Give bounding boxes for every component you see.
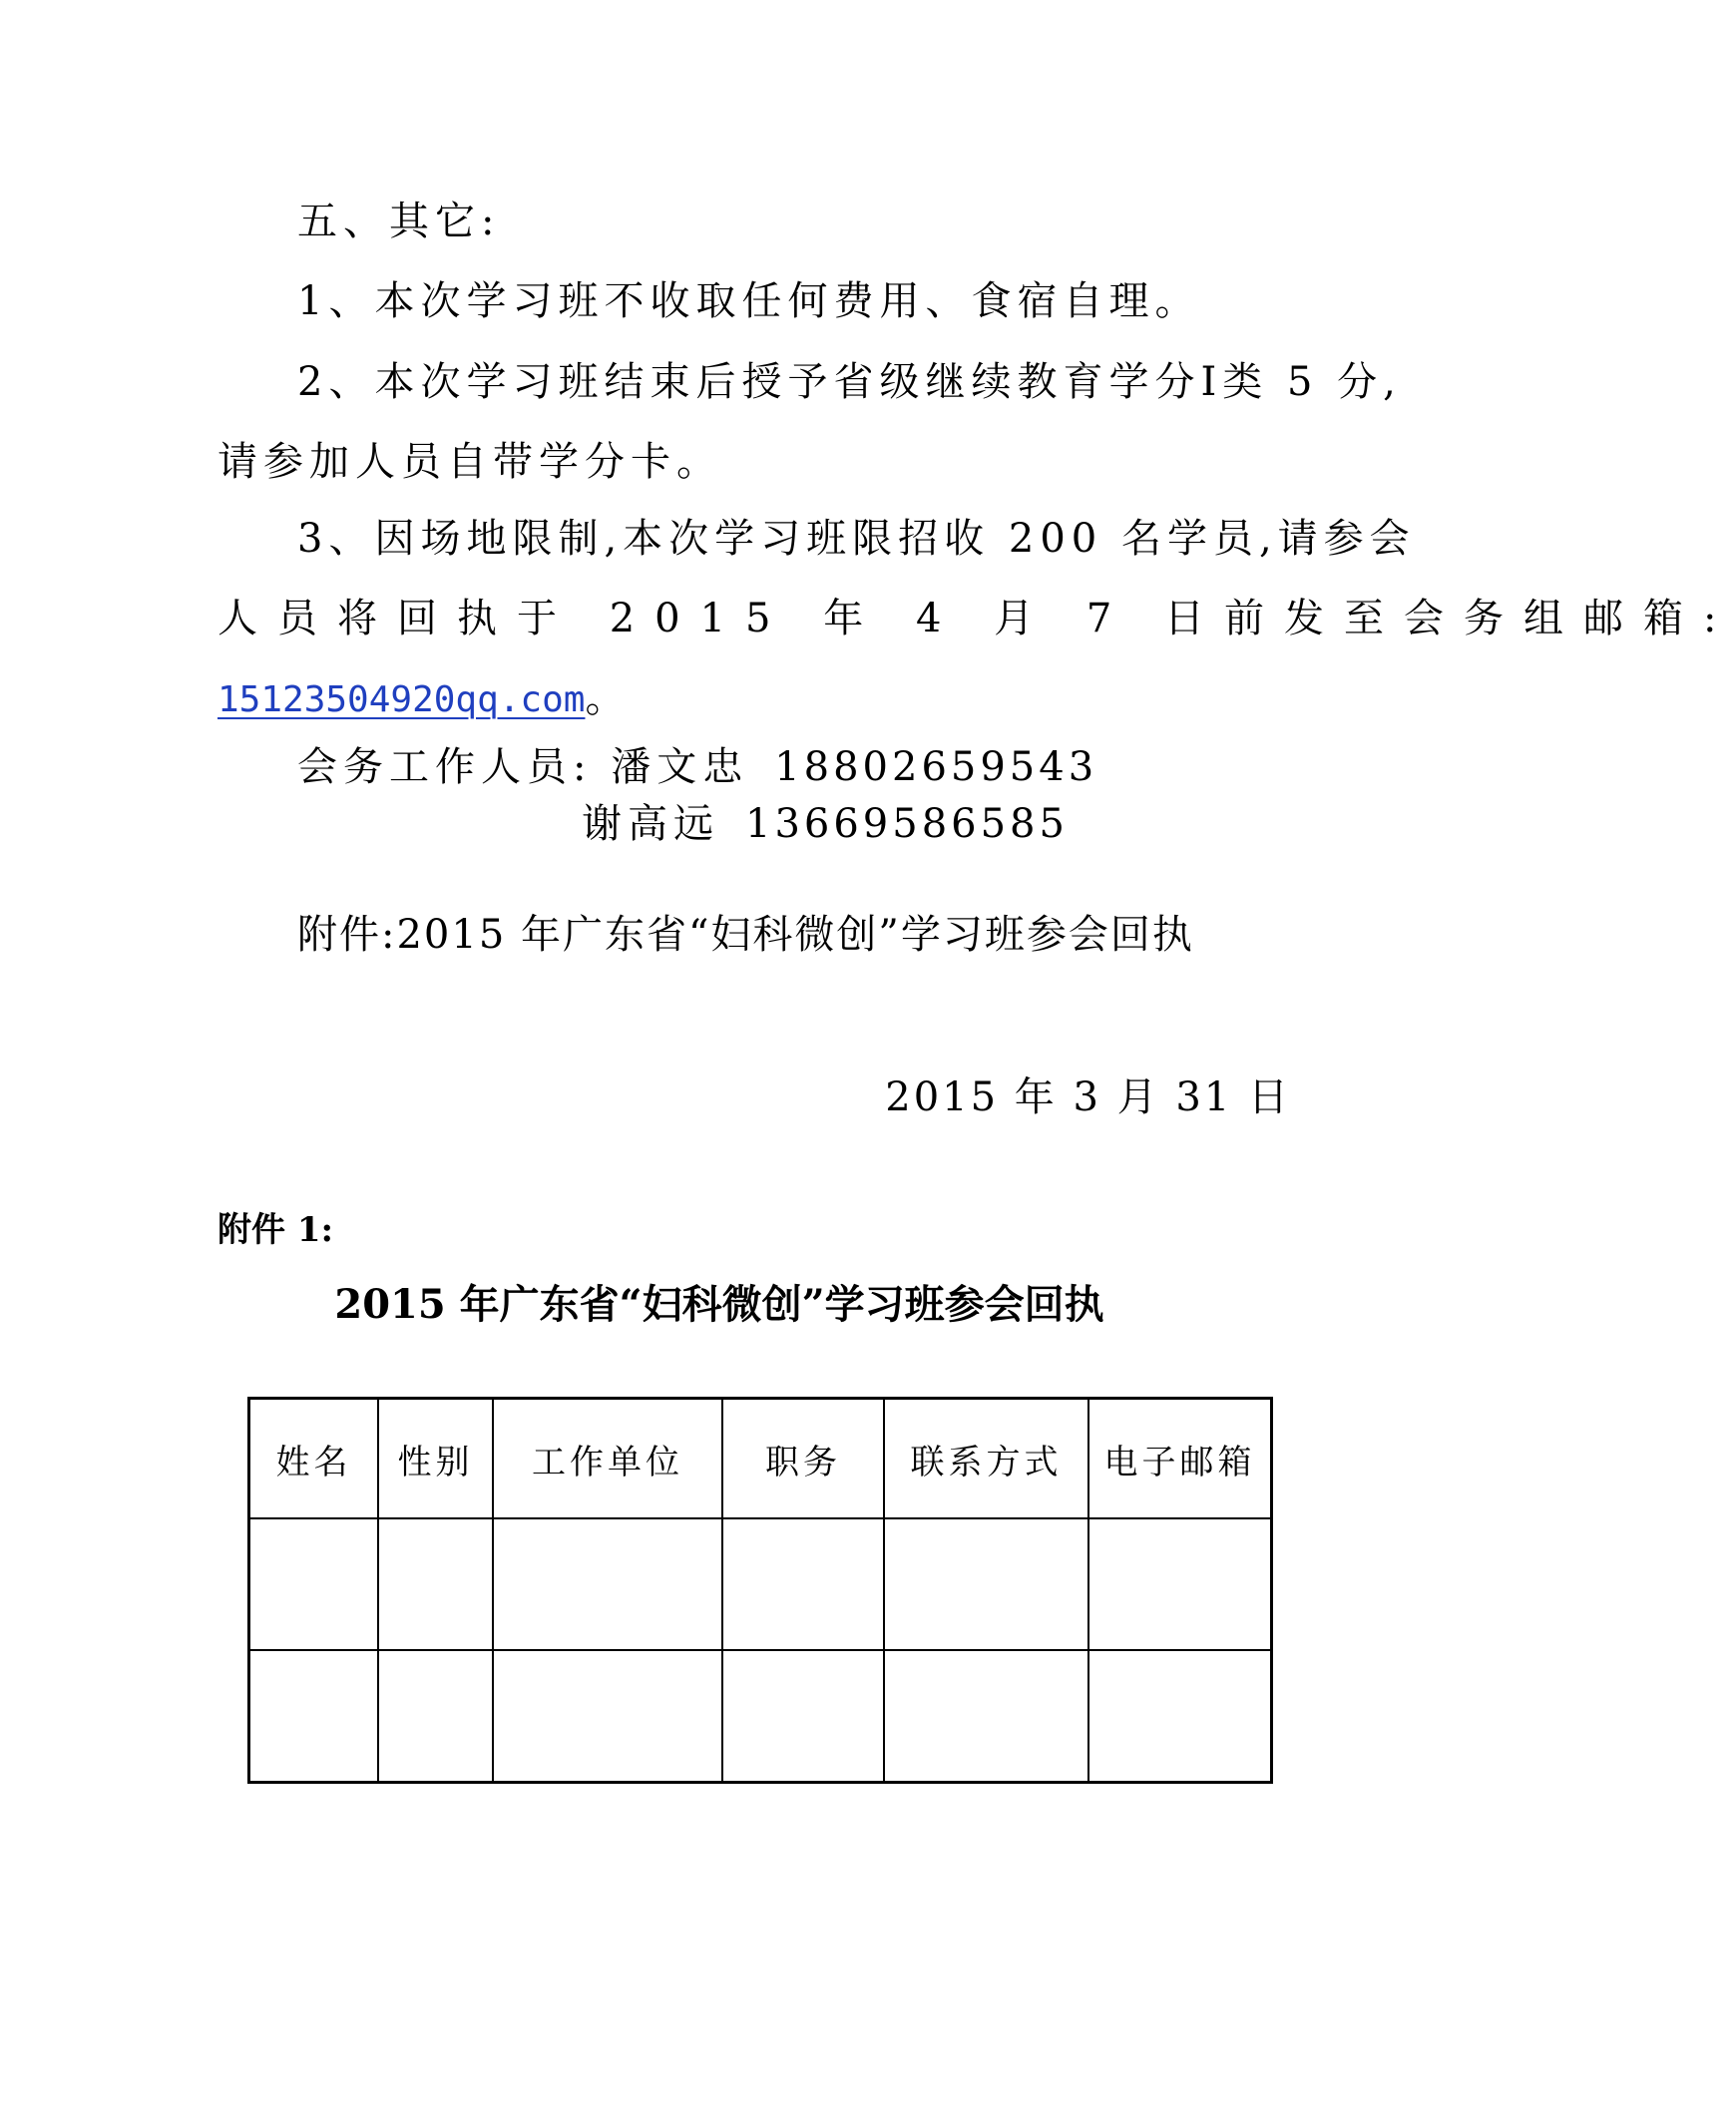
item-2-line-1: 2、本次学习班结束后授予省级继续教育学分Ⅰ类 5 分, xyxy=(297,359,1402,405)
item-1-text: 1、本次学习班不收取任何费用、食宿自理。 xyxy=(297,278,1201,324)
table-row xyxy=(249,1650,1272,1783)
header-workplace: 工作单位 xyxy=(493,1399,722,1519)
item-3-line-1: 3、因场地限制,本次学习班限招收 200 名学员,请参会 xyxy=(297,516,1416,562)
header-gender: 性别 xyxy=(378,1399,493,1519)
section-heading: 五、其它: xyxy=(297,199,501,244)
table-cell[interactable] xyxy=(249,1518,379,1650)
attachment-title: 2015 年广东省“妇科微创”学习班参会回执 xyxy=(334,1281,1104,1328)
table-cell[interactable] xyxy=(493,1650,722,1783)
staff-name-1: 潘文忠 xyxy=(611,744,749,790)
table-cell[interactable] xyxy=(722,1518,884,1650)
staff-label: 会务工作人员: xyxy=(297,744,593,790)
header-name: 姓名 xyxy=(249,1399,379,1519)
table-cell[interactable] xyxy=(493,1518,722,1650)
table-cell[interactable] xyxy=(378,1650,493,1783)
attachment-label: 附件 1: xyxy=(217,1210,334,1250)
table-header-row xyxy=(249,1399,1272,1519)
table-cell[interactable] xyxy=(884,1650,1088,1783)
staff-row-1 xyxy=(297,744,1098,790)
receipt-table xyxy=(247,1397,1273,1784)
header-position: 职务 xyxy=(722,1399,884,1519)
email-line xyxy=(217,675,626,721)
header-email: 电子邮箱 xyxy=(1088,1399,1272,1519)
item-3-line-2: 人员将回执于 2015 年 4 月 7 日前发至会务组邮箱: xyxy=(217,596,1736,641)
header-contact: 联系方式 xyxy=(884,1399,1088,1519)
staff-phone-2: 13669586585 xyxy=(745,801,1069,847)
table-row xyxy=(249,1518,1272,1650)
table-cell[interactable] xyxy=(1088,1518,1272,1650)
email-link[interactable]: 15123504920qq.com xyxy=(217,679,586,720)
table-cell[interactable] xyxy=(884,1518,1088,1650)
item-2-line-2: 请参加人员自带学分卡。 xyxy=(217,439,722,485)
table-cell[interactable] xyxy=(1088,1650,1272,1783)
table-cell[interactable] xyxy=(249,1650,379,1783)
staff-row-2 xyxy=(582,801,1069,847)
table-cell[interactable] xyxy=(722,1650,884,1783)
staff-name-2: 谢高远 xyxy=(582,801,719,847)
email-suffix: 。 xyxy=(585,675,626,721)
staff-phone-1: 18802659543 xyxy=(774,744,1098,790)
attachment-note: 附件:2015 年广东省“妇科微创”学习班参会回执 xyxy=(297,912,1194,958)
table-cell[interactable] xyxy=(378,1518,493,1650)
document-date: 2015 年 3 月 31 日 xyxy=(885,1074,1291,1120)
